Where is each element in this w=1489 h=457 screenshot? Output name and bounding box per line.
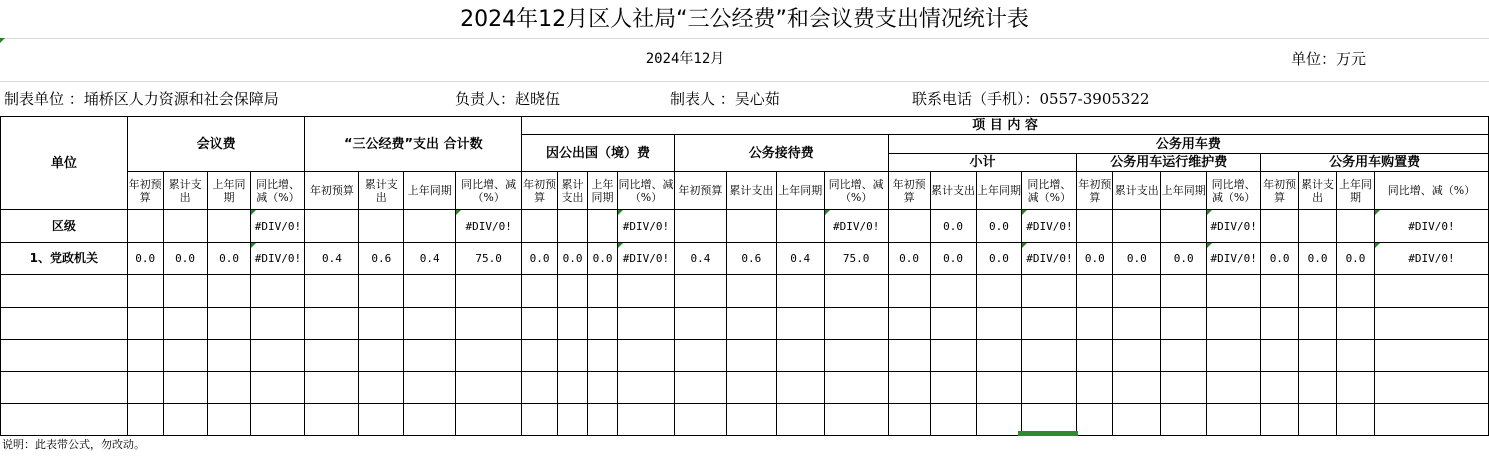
empty-cell[interactable] <box>1 308 128 340</box>
data-cell[interactable] <box>1113 210 1161 243</box>
data-cell[interactable] <box>127 210 163 243</box>
error-value: #DIV/0! <box>1408 252 1455 265</box>
empty-cell[interactable] <box>824 404 888 436</box>
empty-cell[interactable] <box>456 372 522 404</box>
stats-table <box>0 116 1489 436</box>
empty-cell[interactable] <box>588 308 618 340</box>
empty-cell[interactable] <box>674 404 726 436</box>
empty-cell[interactable] <box>618 340 675 372</box>
empty-cell[interactable] <box>1299 275 1337 308</box>
empty-cell[interactable] <box>776 340 824 372</box>
empty-cell[interactable] <box>251 308 305 340</box>
unit-label: 单位：万元 <box>1291 50 1367 68</box>
empty-cell[interactable] <box>1261 372 1299 404</box>
empty-cell[interactable] <box>558 275 588 308</box>
empty-cell[interactable] <box>1261 404 1299 436</box>
empty-cell[interactable] <box>1299 404 1337 436</box>
report-date: 2024年12月 <box>645 51 725 67</box>
subheader-cell: 累计支出 <box>930 172 976 210</box>
empty-cell[interactable] <box>776 275 824 308</box>
empty-cell[interactable] <box>824 308 888 340</box>
empty-cell[interactable] <box>1337 404 1375 436</box>
empty-cell[interactable] <box>207 340 251 372</box>
data-cell[interactable] <box>359 210 404 243</box>
data-cell[interactable]: 0.0 <box>163 243 207 275</box>
data-cell[interactable]: 0.0 <box>1299 243 1337 275</box>
data-cell[interactable]: 0.0 <box>127 243 163 275</box>
empty-cell[interactable] <box>163 308 207 340</box>
empty-cell[interactable] <box>522 372 558 404</box>
empty-cell[interactable] <box>456 308 522 340</box>
empty-cell[interactable] <box>127 340 163 372</box>
phone-label: 联系电话（手机）：0557-3905322 <box>912 90 1150 108</box>
empty-cell[interactable] <box>163 340 207 372</box>
formula-marker <box>1022 243 1027 248</box>
empty-cell[interactable] <box>127 372 163 404</box>
empty-cell[interactable] <box>618 404 675 436</box>
subheader-cell: 上年同期 <box>1337 172 1375 210</box>
formula-marker <box>251 243 256 248</box>
empty-cell[interactable] <box>1077 275 1113 308</box>
empty-cell[interactable] <box>618 308 675 340</box>
empty-cell[interactable] <box>1337 308 1375 340</box>
data-cell[interactable] <box>1207 243 1261 275</box>
empty-cell[interactable] <box>930 340 976 372</box>
data-cell[interactable] <box>163 210 207 243</box>
subheader-cell: 年初预算 <box>127 172 163 210</box>
empty-cell[interactable] <box>1022 340 1077 372</box>
data-cell[interactable] <box>1207 210 1261 243</box>
empty-cell[interactable] <box>776 404 824 436</box>
data-cell[interactable]: 0.0 <box>976 210 1022 243</box>
error-value: #DIV/0! <box>1026 252 1073 265</box>
empty-cell[interactable] <box>163 275 207 308</box>
empty-cell[interactable] <box>1161 372 1207 404</box>
empty-cell[interactable] <box>726 372 776 404</box>
empty-cell[interactable] <box>976 308 1022 340</box>
data-cell[interactable] <box>618 210 675 243</box>
empty-cell[interactable] <box>359 308 404 340</box>
data-cell[interactable] <box>251 243 305 275</box>
empty-cell[interactable] <box>976 340 1022 372</box>
data-cell[interactable]: 0.0 <box>588 243 618 275</box>
data-cell[interactable] <box>1261 210 1299 243</box>
subheader-cell: 上年同期 <box>207 172 251 210</box>
sangong-header: “三公经费”支出 合计数 <box>305 117 522 172</box>
data-cell[interactable] <box>1299 210 1337 243</box>
empty-cell[interactable] <box>359 372 404 404</box>
footnote: 说明：此表带公式，勿改动。 <box>2 438 145 451</box>
empty-cell[interactable] <box>1 372 128 404</box>
empty-cell[interactable] <box>1299 340 1337 372</box>
empty-cell[interactable] <box>824 340 888 372</box>
data-cell[interactable]: 0.4 <box>305 243 359 275</box>
data-cell[interactable]: 0.0 <box>1261 243 1299 275</box>
data-cell[interactable]: 0.0 <box>558 243 588 275</box>
empty-cell[interactable] <box>207 372 251 404</box>
empty-cell[interactable] <box>404 340 456 372</box>
formula-marker <box>251 210 256 215</box>
empty-cell[interactable] <box>588 275 618 308</box>
empty-cell[interactable] <box>1077 404 1113 436</box>
empty-cell[interactable] <box>558 404 588 436</box>
empty-cell[interactable] <box>359 340 404 372</box>
empty-cell[interactable] <box>930 372 976 404</box>
empty-cell[interactable] <box>1 275 128 308</box>
subheader-cell: 年初预算 <box>305 172 359 210</box>
empty-cell[interactable] <box>776 308 824 340</box>
empty-cell[interactable] <box>588 340 618 372</box>
abroad-header: 因公出国（境）费 <box>522 135 675 172</box>
empty-cell[interactable] <box>163 372 207 404</box>
row-label: 区级 <box>1 210 128 243</box>
error-value: #DIV/0! <box>465 219 512 233</box>
data-cell[interactable] <box>618 243 675 275</box>
empty-cell[interactable] <box>404 275 456 308</box>
empty-cell[interactable] <box>1374 275 1488 308</box>
empty-cell[interactable] <box>1077 340 1113 372</box>
subtotal-header: 小计 <box>888 154 1077 172</box>
empty-cell[interactable] <box>305 340 359 372</box>
empty-cell[interactable] <box>1337 340 1375 372</box>
empty-cell[interactable] <box>930 404 976 436</box>
empty-cell[interactable] <box>1113 308 1161 340</box>
data-cell[interactable] <box>888 210 930 243</box>
empty-cell[interactable] <box>558 372 588 404</box>
data-cell[interactable] <box>1161 210 1207 243</box>
date-row <box>0 38 1489 82</box>
empty-cell[interactable] <box>251 404 305 436</box>
empty-cell[interactable] <box>824 275 888 308</box>
error-value: #DIV/0! <box>1210 219 1257 233</box>
empty-cell[interactable] <box>305 372 359 404</box>
empty-cell[interactable] <box>726 404 776 436</box>
data-cell[interactable]: 0.4 <box>776 243 824 275</box>
car-run-header: 公务用车运行维护费 <box>1077 154 1261 172</box>
data-cell[interactable] <box>1374 210 1488 243</box>
empty-cell[interactable] <box>127 404 163 436</box>
empty-cell[interactable] <box>1261 340 1299 372</box>
error-value: #DIV/0! <box>1210 252 1257 265</box>
empty-cell[interactable] <box>251 275 305 308</box>
empty-cell[interactable] <box>726 308 776 340</box>
car-header: 公务用车费 <box>888 135 1488 154</box>
subheader-cell: 同比增、减（%） <box>456 172 522 210</box>
car-buy-header: 公务用车购置费 <box>1261 154 1489 172</box>
subheader-cell: 年初预算 <box>888 172 930 210</box>
data-cell[interactable]: 0.4 <box>404 243 456 275</box>
data-cell[interactable] <box>522 210 558 243</box>
empty-cell[interactable] <box>674 308 726 340</box>
empty-cell[interactable] <box>1337 275 1375 308</box>
empty-cell[interactable] <box>888 372 930 404</box>
data-cell[interactable] <box>558 210 588 243</box>
error-value: #DIV/0! <box>622 219 670 233</box>
error-value: #DIV/0! <box>1408 219 1455 233</box>
formula-marker <box>618 243 623 248</box>
empty-cell[interactable] <box>1161 404 1207 436</box>
data-cell[interactable] <box>1022 210 1077 243</box>
data-cell[interactable] <box>1374 243 1488 275</box>
subheader-cell: 年初预算 <box>522 172 558 210</box>
empty-cell[interactable] <box>305 275 359 308</box>
empty-cell[interactable] <box>456 340 522 372</box>
data-cell[interactable]: 0.0 <box>1337 243 1375 275</box>
empty-cell[interactable] <box>163 404 207 436</box>
subheader-cell: 同比增、减（%） <box>1207 172 1261 210</box>
empty-cell[interactable] <box>127 308 163 340</box>
empty-cell[interactable] <box>404 372 456 404</box>
empty-cell[interactable] <box>1207 275 1261 308</box>
subheader-cell: 年初预算 <box>1077 172 1113 210</box>
data-cell[interactable]: 75.0 <box>456 243 522 275</box>
error-value: #DIV/0! <box>254 252 302 265</box>
empty-cell[interactable] <box>1161 340 1207 372</box>
subheader-cell: 累计支出 <box>726 172 776 210</box>
empty-cell[interactable] <box>1113 404 1161 436</box>
empty-cell[interactable] <box>674 372 726 404</box>
data-cell[interactable] <box>404 210 456 243</box>
empty-cell[interactable] <box>1022 275 1077 308</box>
empty-cell[interactable] <box>1 404 128 436</box>
empty-cell[interactable] <box>588 404 618 436</box>
formula-marker <box>1375 243 1380 248</box>
data-cell[interactable] <box>207 210 251 243</box>
empty-cell[interactable] <box>558 340 588 372</box>
empty-cell[interactable] <box>1 340 128 372</box>
empty-cell[interactable] <box>1207 340 1261 372</box>
empty-cell[interactable] <box>674 340 726 372</box>
empty-cell[interactable] <box>588 372 618 404</box>
error-value: #DIV/0! <box>622 252 670 265</box>
empty-cell[interactable] <box>456 404 522 436</box>
data-cell[interactable]: 0.4 <box>674 243 726 275</box>
empty-cell[interactable] <box>618 275 675 308</box>
empty-cell[interactable] <box>456 275 522 308</box>
empty-cell[interactable] <box>1299 308 1337 340</box>
empty-cell[interactable] <box>1207 404 1261 436</box>
empty-cell[interactable] <box>776 372 824 404</box>
empty-cell[interactable] <box>618 372 675 404</box>
empty-cell[interactable] <box>207 275 251 308</box>
data-cell[interactable] <box>456 210 522 243</box>
data-cell[interactable]: 0.0 <box>1113 243 1161 275</box>
leader-label: 负责人：赵晓伍 <box>455 90 561 108</box>
empty-cell[interactable] <box>1207 308 1261 340</box>
subheader-cell: 上年同期 <box>976 172 1022 210</box>
empty-cell[interactable] <box>1374 404 1488 436</box>
empty-cell[interactable] <box>1261 308 1299 340</box>
empty-cell[interactable] <box>930 308 976 340</box>
empty-cell[interactable] <box>1337 372 1375 404</box>
empty-cell[interactable] <box>1113 372 1161 404</box>
data-cell[interactable]: 75.0 <box>824 243 888 275</box>
empty-cell[interactable] <box>1161 275 1207 308</box>
empty-cell[interactable] <box>1207 372 1261 404</box>
empty-cell[interactable] <box>1374 308 1488 340</box>
data-cell[interactable]: 0.0 <box>976 243 1022 275</box>
empty-cell[interactable] <box>726 275 776 308</box>
empty-cell[interactable] <box>1022 372 1077 404</box>
data-cell[interactable] <box>674 210 726 243</box>
formula-marker <box>1207 210 1212 215</box>
empty-cell[interactable] <box>1161 308 1207 340</box>
formula-marker <box>618 210 623 215</box>
empty-cell[interactable] <box>1113 275 1161 308</box>
empty-cell[interactable] <box>930 275 976 308</box>
data-cell[interactable]: 0.0 <box>888 243 930 275</box>
data-cell[interactable]: 0.6 <box>726 243 776 275</box>
empty-cell[interactable] <box>888 275 930 308</box>
subheader-cell: 同比增、减（%） <box>1022 172 1077 210</box>
subheader-cell: 上年同期 <box>776 172 824 210</box>
empty-cell[interactable] <box>1077 372 1113 404</box>
empty-cell[interactable] <box>1113 340 1161 372</box>
subheader-cell: 同比增、减（%） <box>618 172 675 210</box>
subheader-cell: 同比增、减（%） <box>1374 172 1488 210</box>
subheader-cell: 累计支出 <box>1299 172 1337 210</box>
subheader-cell: 上年同期 <box>1161 172 1207 210</box>
empty-cell[interactable] <box>404 308 456 340</box>
empty-cell[interactable] <box>522 340 558 372</box>
error-value: #DIV/0! <box>832 219 880 233</box>
data-cell[interactable]: 0.0 <box>930 243 976 275</box>
data-cell[interactable] <box>305 210 359 243</box>
data-cell[interactable]: 0.0 <box>207 243 251 275</box>
project-header: 项 目 内 容 <box>522 117 1489 135</box>
data-cell[interactable]: 0.6 <box>359 243 404 275</box>
empty-cell[interactable] <box>359 404 404 436</box>
subheader-cell: 上年同期 <box>588 172 618 210</box>
maker-label: 制表人 ：吴心茹 <box>670 90 780 108</box>
empty-cell[interactable] <box>251 340 305 372</box>
empty-cell[interactable] <box>558 308 588 340</box>
empty-cell[interactable] <box>127 275 163 308</box>
data-cell[interactable] <box>588 210 618 243</box>
org-label: 制表单位 ：埇桥区人力资源和社会保障局 <box>4 90 279 108</box>
empty-cell[interactable] <box>522 404 558 436</box>
empty-cell[interactable] <box>888 404 930 436</box>
empty-cell[interactable] <box>976 404 1022 436</box>
empty-cell[interactable] <box>522 308 558 340</box>
formula-marker <box>825 210 830 215</box>
data-cell[interactable] <box>726 210 776 243</box>
empty-cell[interactable] <box>1374 340 1488 372</box>
empty-cell[interactable] <box>674 275 726 308</box>
empty-cell[interactable] <box>305 308 359 340</box>
empty-cell[interactable] <box>726 340 776 372</box>
data-cell[interactable]: 0.0 <box>930 210 976 243</box>
subheader-cell: 同比增、减（%） <box>251 172 305 210</box>
meeting-header: 会议费 <box>127 117 305 172</box>
empty-cell[interactable] <box>305 404 359 436</box>
row-label: 1、党政机关 <box>1 243 128 275</box>
formula-marker <box>1375 210 1380 215</box>
table-title: 2024年12月区人社局“三公经费”和会议费支出情况统计表 <box>0 0 1489 39</box>
unit-header: 单位 <box>1 117 128 210</box>
empty-cell[interactable] <box>359 275 404 308</box>
formula-marker <box>456 210 461 215</box>
empty-cell[interactable] <box>404 404 456 436</box>
error-value: #DIV/0! <box>1026 219 1073 233</box>
empty-cell[interactable] <box>1077 308 1113 340</box>
data-cell[interactable] <box>251 210 305 243</box>
subheader-cell: 累计支出 <box>359 172 404 210</box>
empty-cell[interactable] <box>1022 308 1077 340</box>
formula-marker <box>1207 243 1212 248</box>
subheader-cell: 同比增、减（%） <box>824 172 888 210</box>
empty-cell[interactable] <box>251 372 305 404</box>
subheader-cell: 累计支出 <box>1113 172 1161 210</box>
info-row <box>0 81 1489 116</box>
empty-cell[interactable] <box>824 372 888 404</box>
empty-cell[interactable] <box>888 308 930 340</box>
empty-cell[interactable] <box>1374 372 1488 404</box>
empty-cell[interactable] <box>1299 372 1337 404</box>
subheader-cell: 年初预算 <box>674 172 726 210</box>
data-cell[interactable] <box>824 210 888 243</box>
data-cell[interactable] <box>1022 243 1077 275</box>
error-value: #DIV/0! <box>254 219 302 233</box>
subheader-cell: 年初预算 <box>1261 172 1299 210</box>
reception-header: 公务接待费 <box>674 135 888 172</box>
empty-cell[interactable] <box>207 404 251 436</box>
selection-handle <box>1018 431 1078 436</box>
data-cell[interactable] <box>776 210 824 243</box>
data-cell[interactable]: 0.0 <box>522 243 558 275</box>
empty-cell[interactable] <box>976 372 1022 404</box>
subheader-cell: 累计支出 <box>163 172 207 210</box>
empty-cell[interactable] <box>976 275 1022 308</box>
data-cell[interactable]: 0.0 <box>1077 243 1113 275</box>
data-cell[interactable]: 0.0 <box>1161 243 1207 275</box>
empty-cell[interactable] <box>1261 275 1299 308</box>
empty-cell[interactable] <box>207 308 251 340</box>
data-cell[interactable] <box>1077 210 1113 243</box>
empty-cell[interactable] <box>888 340 930 372</box>
empty-cell[interactable] <box>522 275 558 308</box>
subheader-cell: 上年同期 <box>404 172 456 210</box>
subheader-cell: 累计支出 <box>558 172 588 210</box>
formula-marker <box>1022 210 1027 215</box>
data-cell[interactable] <box>1337 210 1375 243</box>
